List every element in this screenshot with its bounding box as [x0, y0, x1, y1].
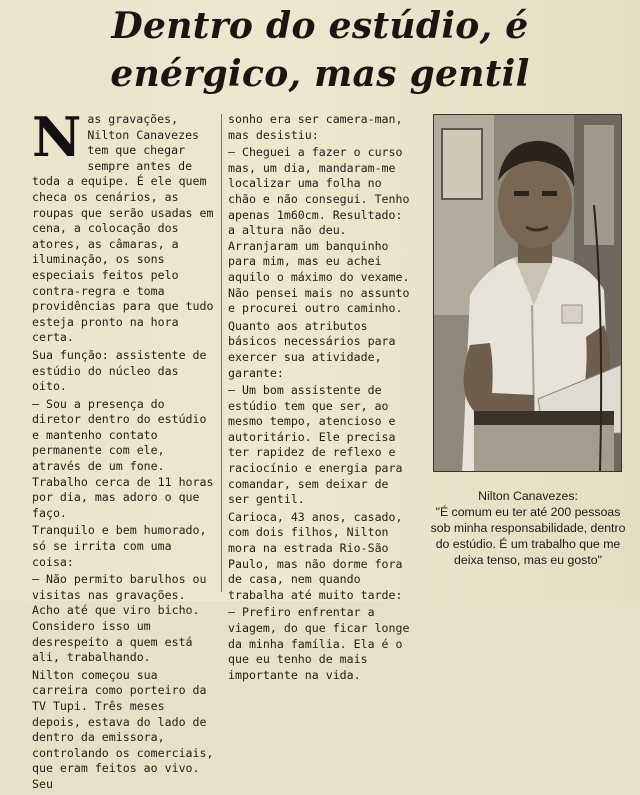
paragraph: — Prefiro enfrentar a viagem, do que ficar longe da minha família. Ela é o que eu tenho de mais importante na vida.	[228, 605, 410, 682]
article-column-2	[228, 112, 416, 685]
drop-cap: N	[32, 105, 82, 169]
caption-quote: "É comum eu ter até 200 pessoas sob minha responsabilidade, dentro do estúdio. É um trabalho que me deixa tenso, mas eu gosto"	[430, 505, 626, 567]
paragraph: Sua função: assistente de estúdio do núcleo das oito.	[32, 347, 207, 394]
paragraph: Carioca, 43 anos, casado, com dois filhos, Nilton mora na estrada Rio-São Paulo, mas não dorme fora de casa, nem quando trabalha até muito tarde:	[228, 509, 403, 602]
paragraph: — Um bom assistente de estúdio tem que ser, ao mesmo tempo, atencioso e autoritário. Ele precisa ter rapidez de reflexo e raciocínio e energia para comandar, sem deixar de ser gentil.	[228, 383, 403, 507]
paragraph: — Não permito barulhos ou visitas nas gravações. Acho até que viro bicho. Considero isso um desrespeito a quem está ali, trabalhando.	[32, 572, 207, 665]
paragraph	[32, 105, 216, 346]
paragraph-text: as gravações, Nilton Canavezes tem que chegar sempre antes de toda a equipe. É ele quem checa os cenários, as roupas que serão usadas em cena, a colocação dos atores, as câmaras, a iluminação, os sons especiais feitos pelo contra-regra e toma providências para que tudo esteja pronto na hora certa.	[32, 112, 214, 345]
portrait-photo	[433, 114, 622, 472]
paragraph: — Sou a presença do diretor dentro do estúdio e mantenho contato permanente com ele, através de um fone. Trabalho cerca de 11 horas por dia, mas adoro o que faço.	[32, 396, 214, 520]
photo-caption	[426, 488, 630, 568]
headline	[60, 2, 580, 98]
portrait-illustration	[434, 115, 621, 471]
paragraph: sonho era ser camera-man, mas desistiu:	[228, 112, 403, 142]
headline-line-2: enérgico, mas gentil	[110, 53, 530, 95]
headline-line-1: Dentro do estúdio, é	[111, 5, 529, 47]
column-divider	[221, 114, 222, 592]
paragraph: Quanto aos atributos básicos necessários para exercer sua atividade, garante:	[228, 318, 396, 380]
paragraph: Tranquilo e bem humorado, só se irrita com uma coisa:	[32, 523, 207, 569]
paragraph: Nilton começou sua carreira como porteiro da TV Tupi. Três meses depois, estava do lado de dentro da emissora, controlando os comerciais, que eram feitos ao vivo. Seu	[32, 667, 214, 791]
paragraph: — Cheguei a fazer o curso mas, um dia, mandaram-me localizar uma folha no chão e não consegui. Tenho apenas 1m60cm. Resultado: a altura não deu. Arranjaram um banquinho para mim, mas eu achei aquilo o máximo do vexame. Não pensei mais no assunto e procurei outro caminho.	[228, 145, 410, 316]
caption-name: Nilton Canavezes:	[478, 489, 578, 503]
article-column-1	[32, 105, 216, 795]
